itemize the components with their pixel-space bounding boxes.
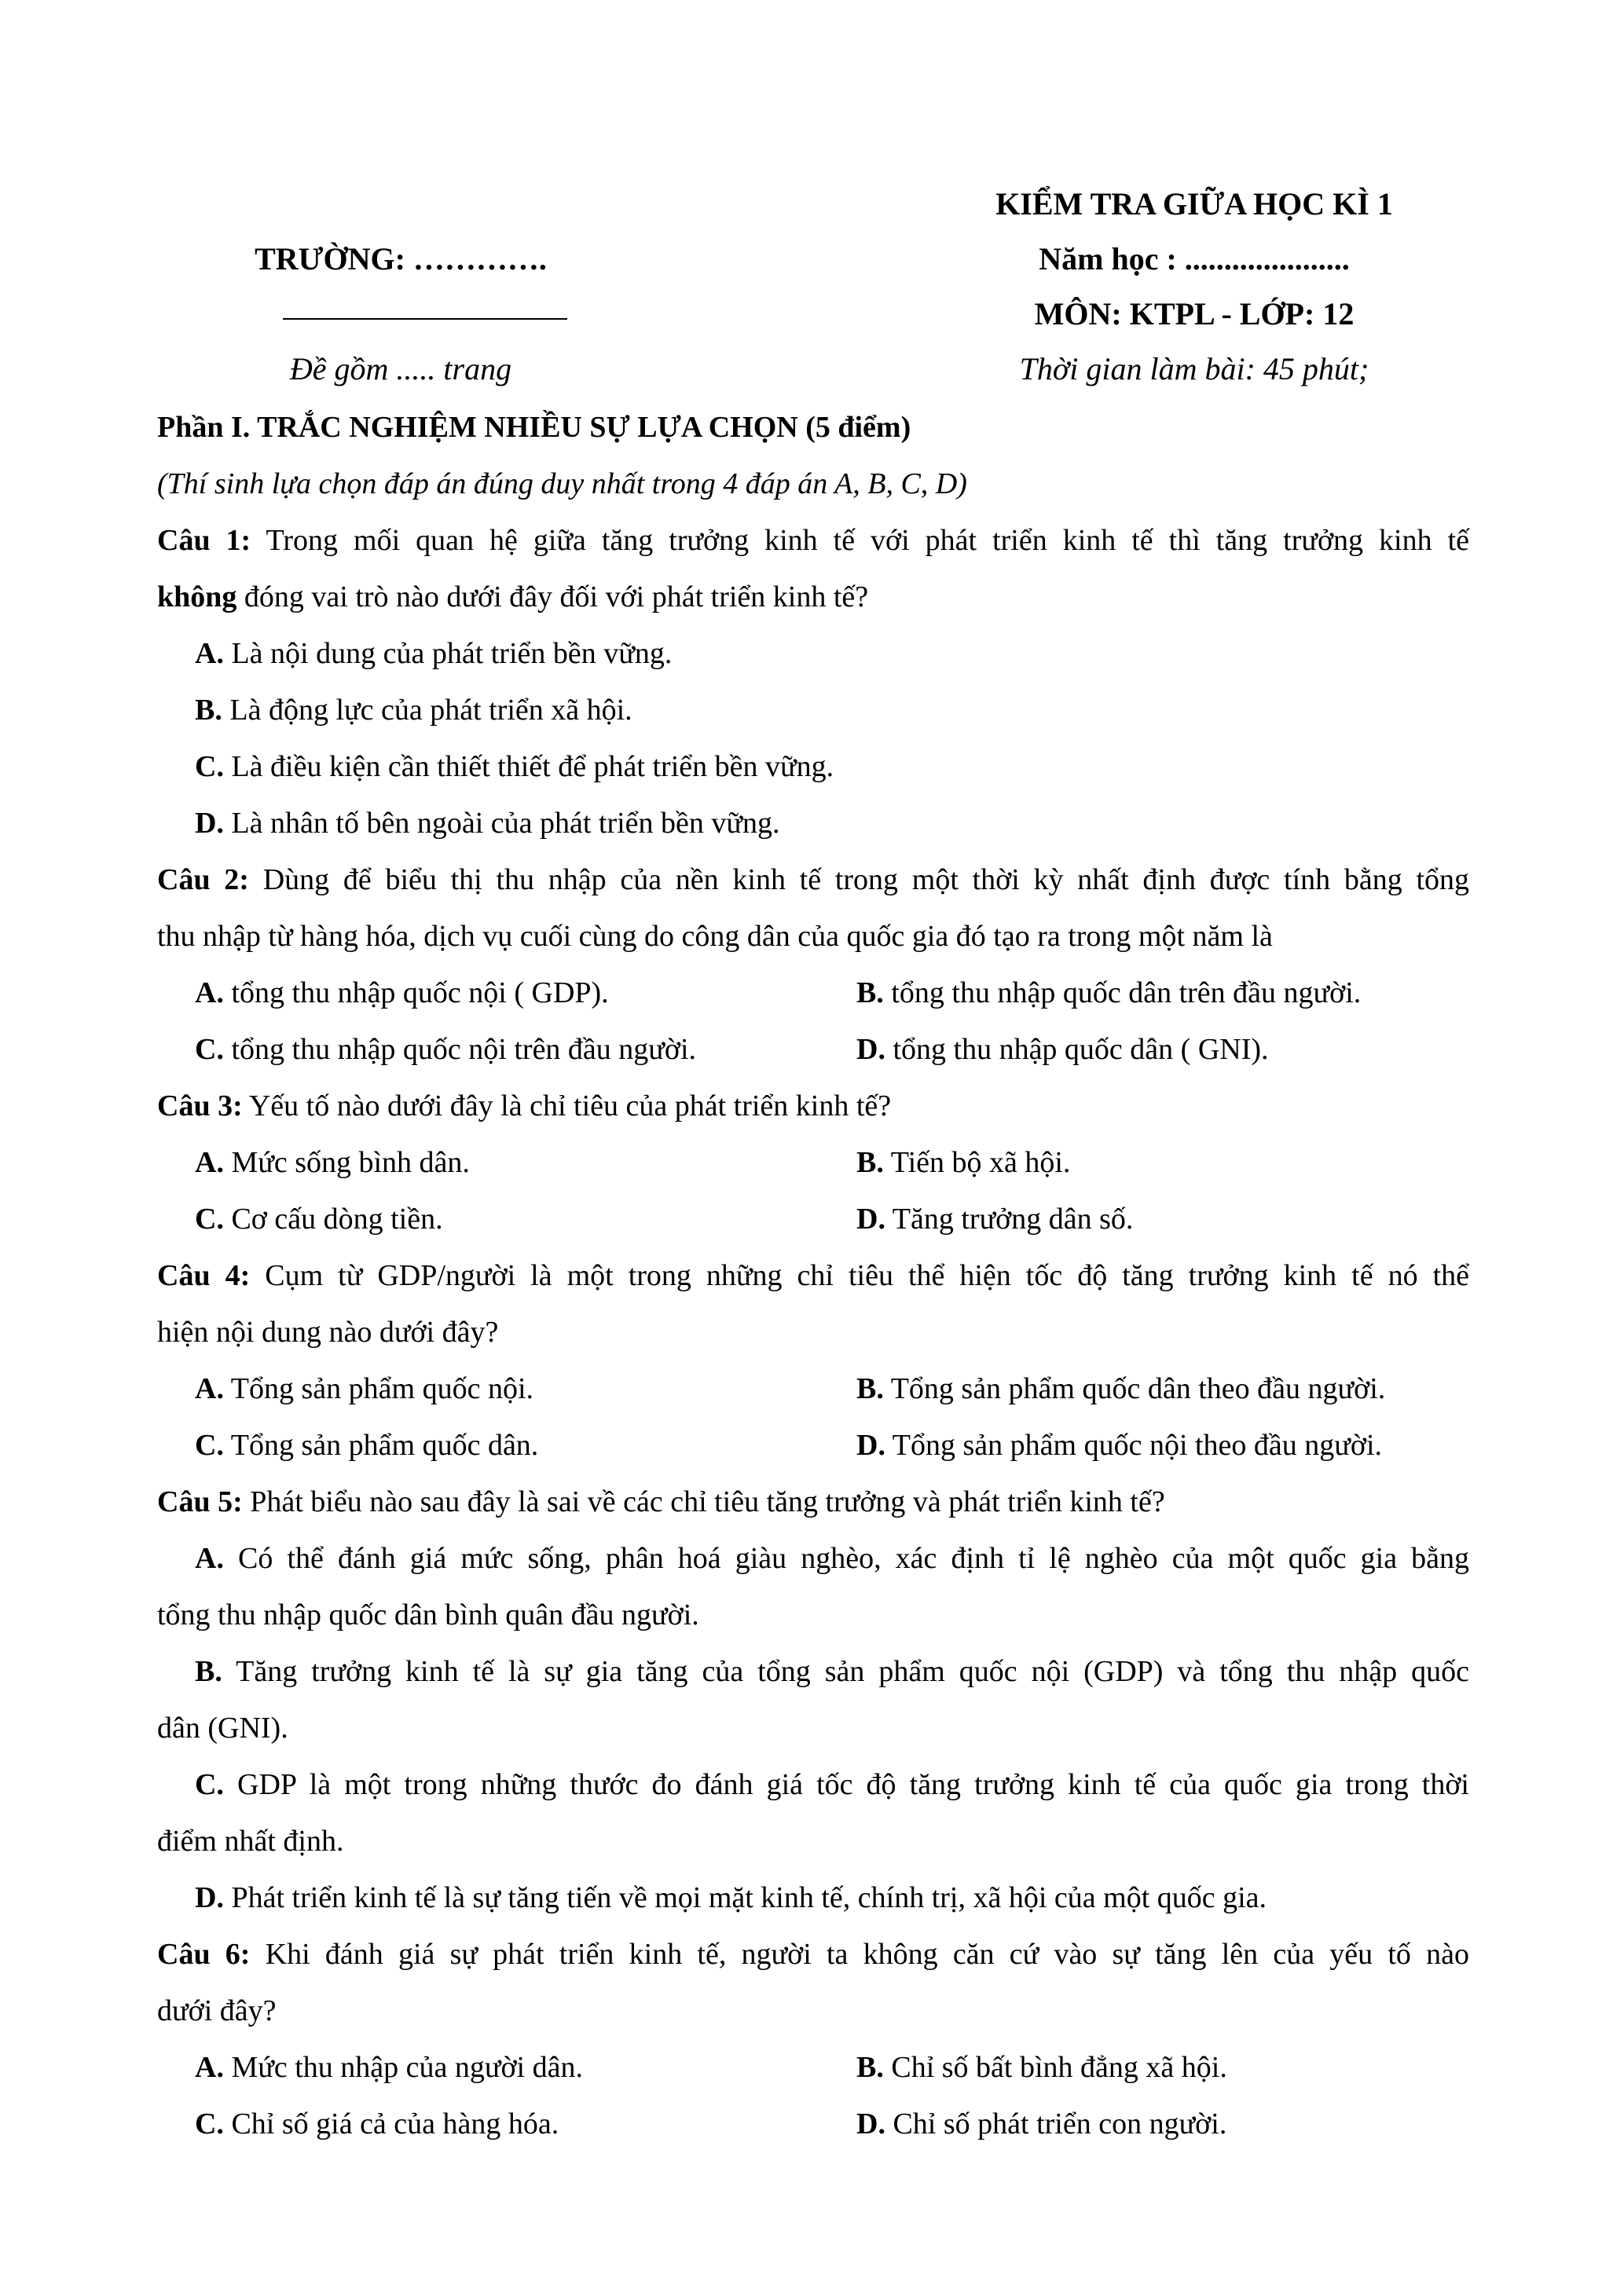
option-text: Là nhân tố bên ngoài của phát triển bền vững. xyxy=(231,807,780,840)
school-year-label: Năm học : ..................... xyxy=(1039,241,1350,276)
question-3-option-d xyxy=(856,1200,1133,1238)
question-5-option-d xyxy=(195,1879,1267,1917)
option-letter: D. xyxy=(856,1033,885,1066)
question-2-stem-line-1 xyxy=(157,861,1469,899)
option-text: Phát triển kinh tế là sự tăng tiến về mọi mặt kinh tế, chính trị, xã hội của một quốc gia. xyxy=(223,1881,1267,1914)
option-letter: C. xyxy=(195,1429,224,1462)
question-4-option-a xyxy=(195,1370,533,1408)
option-letter: A. xyxy=(195,976,224,1009)
option-text: Tăng trưởng dân số. xyxy=(892,1203,1134,1236)
question-3-option-a xyxy=(195,1144,470,1181)
option-letter: B. xyxy=(195,694,222,727)
question-1-bold-word: không xyxy=(157,580,237,613)
question-1-stem-line-2 xyxy=(157,578,1469,616)
question-5-option-b-cont: dân (GNI). xyxy=(157,1712,288,1745)
question-3-label: Câu 3: xyxy=(157,1089,243,1122)
question-1-option-b xyxy=(195,691,632,729)
question-6-label: Câu 6: xyxy=(157,1938,251,1971)
question-2-stem-line-2: thu nhập từ hàng hóa, dịch vụ cuối cùng do công dân của quốc gia đó tạo ra trong một năm là xyxy=(157,920,1273,953)
question-6-text: Khi đánh giá sự phát triển kinh tế, người ta không căn cứ vào sự tăng lên của yếu tố nào xyxy=(250,1938,1470,1971)
question-1-stem-line-1 xyxy=(157,522,1469,559)
question-3-option-b xyxy=(856,1144,1070,1181)
option-letter: D. xyxy=(856,1203,885,1236)
question-5-option-b xyxy=(195,1653,1469,1690)
option-letter: C. xyxy=(195,750,224,783)
question-1-option-d xyxy=(195,804,780,842)
option-text: Chỉ số bất bình đẳng xã hội. xyxy=(891,2051,1227,2084)
option-letter: C. xyxy=(195,2107,224,2140)
option-text: Là động lực của phát triển xã hội. xyxy=(229,694,632,727)
question-3-option-c xyxy=(195,1200,443,1238)
option-text: Chỉ số giá cả của hàng hóa. xyxy=(231,2107,559,2140)
question-2-option-b xyxy=(856,974,1361,1012)
option-letter: D. xyxy=(856,1429,885,1462)
option-letter: A. xyxy=(195,1146,224,1179)
question-4-option-d xyxy=(856,1426,1382,1464)
option-letter: C. xyxy=(195,1203,224,1236)
question-1-text: Trong mối quan hệ giữa tăng trưởng kinh tế với phát triển kinh tế thì tăng trưởng kinh tế xyxy=(251,524,1469,557)
section-instruction: (Thí sinh lựa chọn đáp án đúng duy nhất trong 4 đáp án A, B, C, D) xyxy=(157,467,967,500)
option-text: Có thể đánh giá mức sống, phân hoá giàu nghèo, xác định tỉ lệ nghèo của một quốc gia bằng xyxy=(223,1542,1469,1575)
option-text: tổng thu nhập quốc dân ( GNI). xyxy=(893,1033,1269,1066)
question-6-option-a xyxy=(195,2049,583,2086)
question-4-stem-line-1 xyxy=(157,1257,1469,1294)
question-4-label: Câu 4: xyxy=(157,1259,251,1292)
option-text: Mức thu nhập của người dân. xyxy=(231,2051,583,2084)
question-3-stem-line-1 xyxy=(157,1087,1469,1125)
option-text: tổng thu nhập quốc nội ( GDP). xyxy=(231,976,609,1009)
option-text: Tăng trưởng kinh tế là sự gia tăng của tổng sản phẩm quốc nội (GDP) và tổng thu nhập quốc xyxy=(222,1655,1469,1688)
option-letter: C. xyxy=(195,1768,224,1801)
option-text: Là điều kiện cần thiết thiết để phát triển bền vững. xyxy=(231,750,834,783)
option-letter: D. xyxy=(856,2107,885,2140)
option-text: Tổng sản phẩm quốc nội. xyxy=(230,1372,533,1405)
time-limit-label: Thời gian làm bài: 45 phút; xyxy=(1019,351,1369,386)
school-label: TRƯỜNG: …………. xyxy=(255,241,547,276)
exam-title: KIỂM TRA GIỮA HỌC KÌ 1 xyxy=(995,186,1393,222)
question-5-option-a-cont: tổng thu nhập quốc dân bình quân đầu người. xyxy=(157,1598,699,1631)
option-text: Tổng sản phẩm quốc nội theo đầu người. xyxy=(892,1429,1383,1462)
option-text: Tổng sản phẩm quốc dân theo đầu người. xyxy=(890,1372,1386,1405)
option-letter: D. xyxy=(195,807,224,840)
option-letter: B. xyxy=(856,1372,884,1405)
question-4-text: Cụm từ GDP/người là một trong những chỉ tiêu thể hiện tốc độ tăng trưởng kinh tế nó thể xyxy=(250,1259,1470,1292)
option-text: Chỉ số phát triển con người. xyxy=(893,2107,1227,2140)
question-1-option-a xyxy=(195,635,672,672)
header-divider xyxy=(283,318,567,320)
option-letter: A. xyxy=(195,1542,224,1575)
question-6-option-b xyxy=(856,2049,1227,2086)
option-text: Là nội dung của phát triển bền vững. xyxy=(231,637,673,670)
option-letter: B. xyxy=(856,976,884,1009)
question-2-option-d xyxy=(856,1031,1269,1068)
question-5-text: Phát biểu nào sau đây là sai về các chỉ tiêu tăng trưởng và phát triển kinh tế? xyxy=(242,1485,1165,1518)
option-text: GDP là một trong những thước đo đánh giá tốc độ tăng trưởng kinh tế của quốc gia trong thời xyxy=(223,1768,1469,1801)
option-letter: A. xyxy=(195,637,224,670)
option-letter: C. xyxy=(195,1033,224,1066)
section-title: Phần I. TRẮC NGHIỆM NHIỀU SỰ LỰA CHỌN (5 điểm) xyxy=(157,411,911,444)
question-2-option-a xyxy=(195,974,609,1012)
question-1-label: Câu 1: xyxy=(157,524,251,557)
question-4-stem-line-2: hiện nội dung nào dưới đây? xyxy=(157,1316,499,1349)
option-letter: A. xyxy=(195,1372,224,1405)
question-6-stem-line-2: dưới đây? xyxy=(157,1994,277,2027)
option-letter: D. xyxy=(195,1881,224,1914)
option-text: Cơ cấu dòng tiền. xyxy=(231,1203,443,1236)
question-5-option-a xyxy=(195,1540,1469,1577)
subject-label: MÔN: KTPL - LỚP: 12 xyxy=(1034,296,1355,331)
question-1-option-c xyxy=(195,748,834,785)
question-6-option-c xyxy=(195,2105,559,2143)
option-text: Tiến bộ xã hội. xyxy=(890,1146,1071,1179)
option-text: Mức sống bình dân. xyxy=(231,1146,470,1179)
question-2-text: Dùng để biểu thị thu nhập của nền kinh tế trong một thời kỳ nhất định được tính bằng tổng xyxy=(248,863,1470,896)
pages-count-label: Đề gồm ..... trang xyxy=(289,351,512,386)
question-3-text: Yếu tố nào dưới đây là chỉ tiêu của phát triển kinh tế? xyxy=(242,1089,892,1122)
question-5-stem-line-1 xyxy=(157,1483,1469,1521)
option-text: tổng thu nhập quốc nội trên đầu người. xyxy=(231,1033,697,1066)
option-letter: B. xyxy=(195,1655,222,1688)
question-1-text-cont: đóng vai trò nào dưới đây đối với phát triển kinh tế? xyxy=(236,580,869,613)
question-5-option-c-cont: điểm nhất định. xyxy=(157,1825,344,1858)
option-text: tổng thu nhập quốc dân trên đầu người. xyxy=(891,976,1362,1009)
question-5-label: Câu 5: xyxy=(157,1485,243,1518)
option-letter: A. xyxy=(195,2051,224,2084)
question-2-label: Câu 2: xyxy=(157,863,249,896)
question-4-option-c xyxy=(195,1426,538,1464)
option-letter: B. xyxy=(856,2051,884,2084)
option-text: Tổng sản phẩm quốc dân. xyxy=(230,1429,539,1462)
question-5-option-c xyxy=(195,1766,1469,1803)
question-6-option-d xyxy=(856,2105,1226,2143)
question-6-stem-line-1 xyxy=(157,1935,1469,1973)
option-letter: B. xyxy=(856,1146,884,1179)
question-2-option-c xyxy=(195,1031,696,1068)
question-4-option-b xyxy=(856,1370,1385,1408)
